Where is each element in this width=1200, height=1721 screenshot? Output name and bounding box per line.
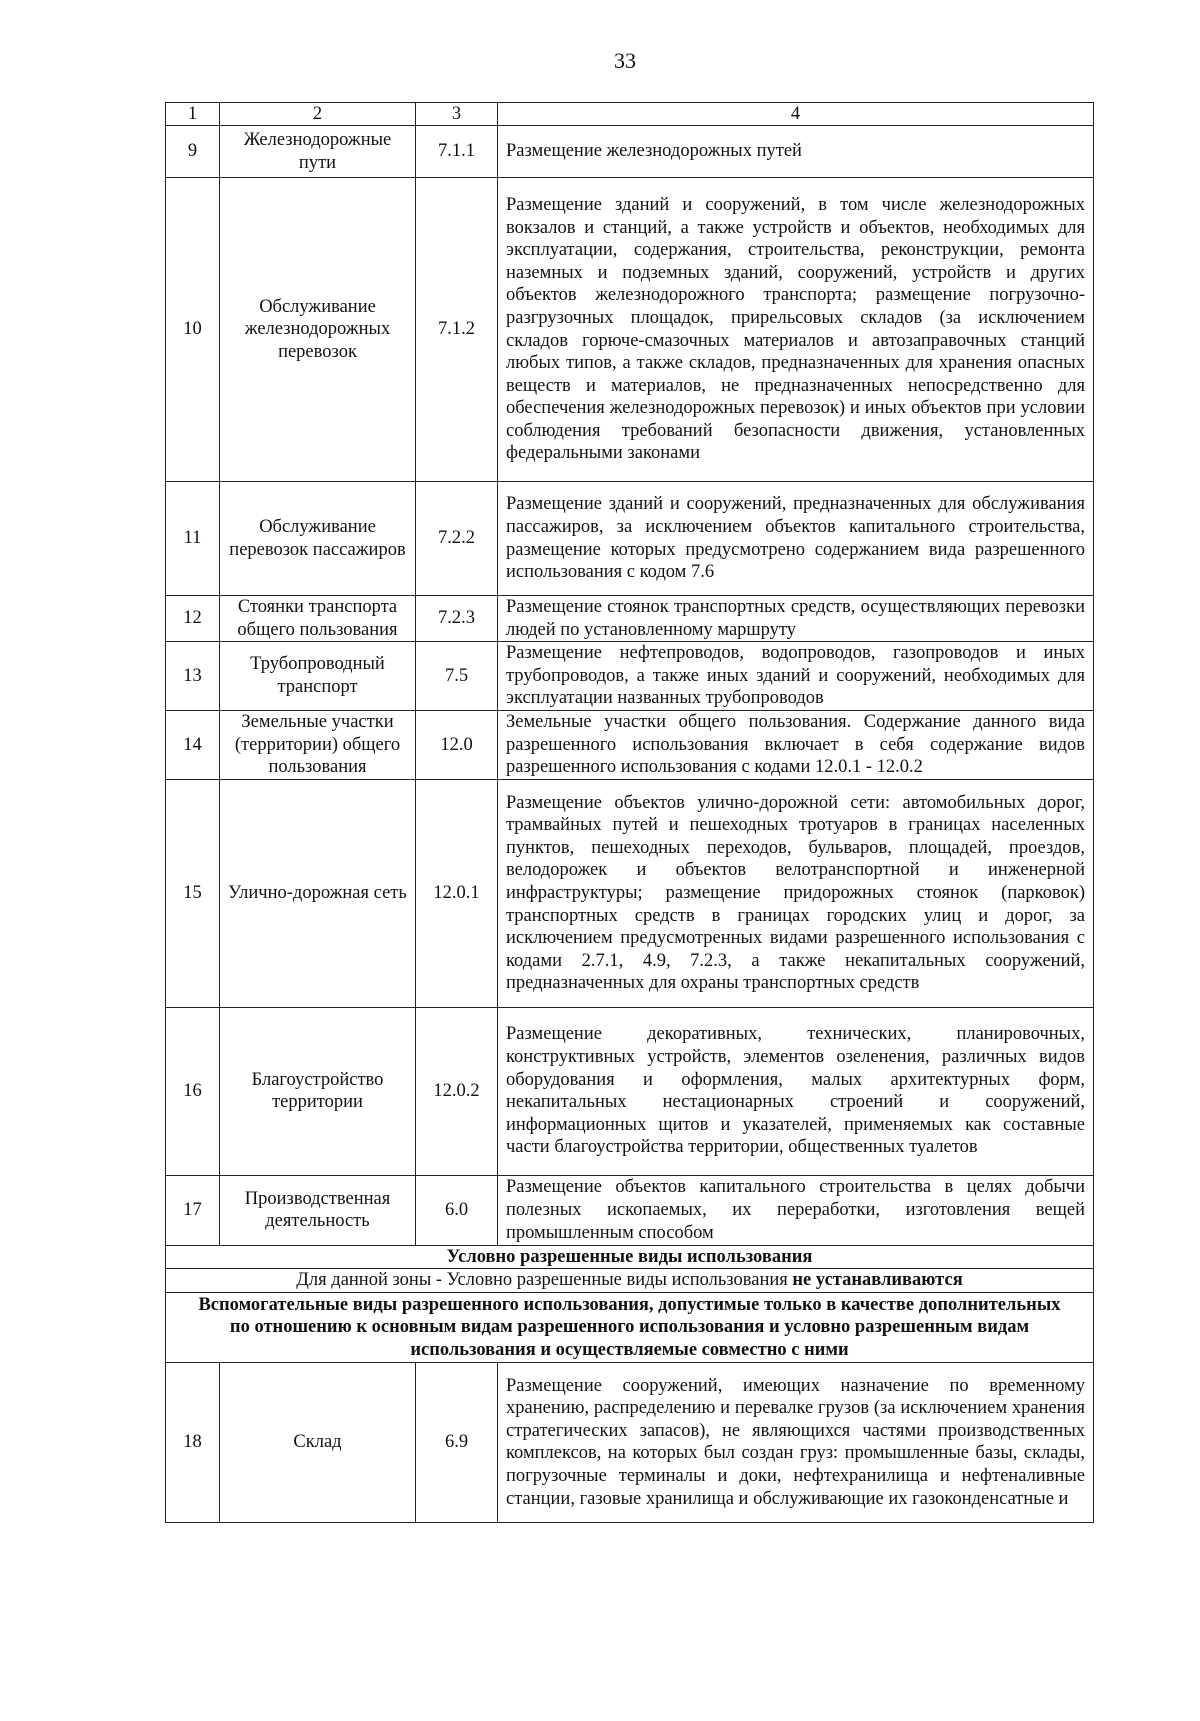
table-row-10	[166, 178, 1094, 482]
use-type-description: Размещение железнодорожных путей	[498, 126, 1094, 178]
use-type-description: Размещение декоративных, технических, планировочных, конструктивных устройств, элементов озеленения, различных видов оборудования и оформления, малых архитектурных форм, некапитальных нестационарных строений и сооружений, информационных щитов и указателей, применяемых как составные части благоустройства территории, общественных туалетов	[498, 1007, 1094, 1175]
conditional-uses-note	[166, 1269, 1094, 1293]
use-type-code: 7.2.3	[416, 596, 498, 642]
table-row-14	[166, 710, 1094, 779]
use-type-name: Производственная деятельность	[220, 1175, 416, 1245]
table-row-11	[166, 482, 1094, 596]
row-number: 14	[166, 710, 220, 779]
row-number: 15	[166, 779, 220, 1007]
use-type-code: 7.1.1	[416, 126, 498, 178]
use-type-code: 12.0.2	[416, 1007, 498, 1175]
row-number: 10	[166, 178, 220, 482]
use-type-description: Размещение объектов улично-дорожной сети: автомобильных дорог, трамвайных путей и пешеходных тротуаров в границах населенных пунктов, пешеходных переходов, бульваров, площадей, проездов, велодорожек и объектов велотранспортной и инженерной инфраструктуры; размещение придорожных стоянок (парковок) транспортных средств в границах городских улиц и дорог, за исключением предусмотренных видами разрешенного использования с кодами 2.7.1, 4.9, 7.2.3, а также некапитальных сооружений, предназначенных для охраны транспортных средств	[498, 779, 1094, 1007]
use-type-name: Обслуживание железнодорожных перевозок	[220, 178, 416, 482]
use-type-description: Размещение нефтепроводов, водопроводов, газопроводов и иных трубопроводов, а также иных зданий и сооружений, необходимых для эксплуатации названных трубопроводов	[498, 642, 1094, 711]
auxiliary-uses-title: Вспомогательные виды разрешенного использования, допустимые только в качестве дополнительных по отношению к основным видам разрешенного использования и условно разрешенным видам использования и осуществляемые совместно с ними	[166, 1292, 1094, 1362]
conditional-uses-title: Условно разрешенные виды использования	[166, 1245, 1094, 1269]
conditional-note-prefix: Для данной зоны - Условно разрешенные виды использования	[296, 1270, 793, 1291]
use-type-name: Обслуживание перевозок пассажиров	[220, 482, 416, 596]
land-use-table	[165, 102, 1094, 1523]
use-type-code: 12.0	[416, 710, 498, 779]
use-type-name: Склад	[220, 1362, 416, 1522]
table-row-16	[166, 1007, 1094, 1175]
use-type-description: Размещение зданий и сооружений, в том числе железнодорожных вокзалов и станций, а также устройств и объектов, необходимых для эксплуатации, содержания, строительства, реконструкции, ремонта наземных и подземных зданий, сооружений, устройств и других объектов железнодорожного транспорта; размещение погрузочно-разгрузочных площадок, прирельсовых складов (за исключением складов горюче-смазочных материалов и автозаправочных станций любых типов, а также складов, предназначенных для хранения опасных веществ и материалов, не предназначенных непосредственно для обеспечения железнодорожных перевозок) и иных объектов при условии соблюдения требований безопасности движения, установленных федеральными законами	[498, 178, 1094, 482]
use-type-name: Трубопроводный транспорт	[220, 642, 416, 711]
conditional-note-row	[166, 1269, 1094, 1293]
table-header-row	[166, 103, 1094, 126]
header-cell-4: 4	[498, 103, 1094, 126]
page-number: 33	[614, 48, 636, 73]
row-number: 11	[166, 482, 220, 596]
use-type-name: Железнодорожные пути	[220, 126, 416, 178]
table-row-17	[166, 1175, 1094, 1245]
use-type-code: 7.5	[416, 642, 498, 711]
use-type-name: Земельные участки (территории) общего пользования	[220, 710, 416, 779]
row-number: 12	[166, 596, 220, 642]
use-type-description: Размещение сооружений, имеющих назначение по временному хранению, распределению и перевалке грузов (за исключением хранения стратегических запасов), не являющихся частями производственных комплексов, на которых был создан груз: промышленные базы, склады, погрузочные терминалы и доки, нефтехранилища и нефтеналивные станции, газовые хранилища и обслуживающие их газоконденсатные и	[498, 1362, 1094, 1522]
row-number: 9	[166, 126, 220, 178]
row-number: 16	[166, 1007, 220, 1175]
use-type-name: Благоустройство территории	[220, 1007, 416, 1175]
table-row-12	[166, 596, 1094, 642]
use-type-name: Улично-дорожная сеть	[220, 779, 416, 1007]
table-row-18	[166, 1362, 1094, 1522]
header-cell-3: 3	[416, 103, 498, 126]
use-type-code: 7.2.2	[416, 482, 498, 596]
use-type-description: Размещение объектов капитального строительства в целях добычи полезных ископаемых, их переработки, изготовления вещей промышленным способом	[498, 1175, 1094, 1245]
use-type-description: Размещение стоянок транспортных средств, осуществляющих перевозки людей по установленному маршруту	[498, 596, 1094, 642]
use-type-description: Земельные участки общего пользования. Содержание данного вида разрешенного использования включает в себя содержание видов разрешенного использования с кодами 12.0.1 - 12.0.2	[498, 710, 1094, 779]
use-type-code: 7.1.2	[416, 178, 498, 482]
table-row-13	[166, 642, 1094, 711]
use-type-code: 12.0.1	[416, 779, 498, 1007]
header-cell-2: 2	[220, 103, 416, 126]
row-number: 17	[166, 1175, 220, 1245]
use-type-code: 6.9	[416, 1362, 498, 1522]
use-type-code: 6.0	[416, 1175, 498, 1245]
auxiliary-title-row	[166, 1292, 1094, 1362]
row-number: 18	[166, 1362, 220, 1522]
use-type-name: Стоянки транспорта общего пользования	[220, 596, 416, 642]
row-number: 13	[166, 642, 220, 711]
table-row-9	[166, 126, 1094, 178]
conditional-title-row	[166, 1245, 1094, 1269]
use-type-description: Размещение зданий и сооружений, предназначенных для обслуживания пассажиров, за исключением объектов капитального строительства, размещение которых предусмотрено содержанием вида разрешенного использования с кодом 7.6	[498, 482, 1094, 596]
table-row-15	[166, 779, 1094, 1007]
conditional-note-bold: не устанавливаются	[792, 1270, 963, 1291]
header-cell-1: 1	[166, 103, 220, 126]
